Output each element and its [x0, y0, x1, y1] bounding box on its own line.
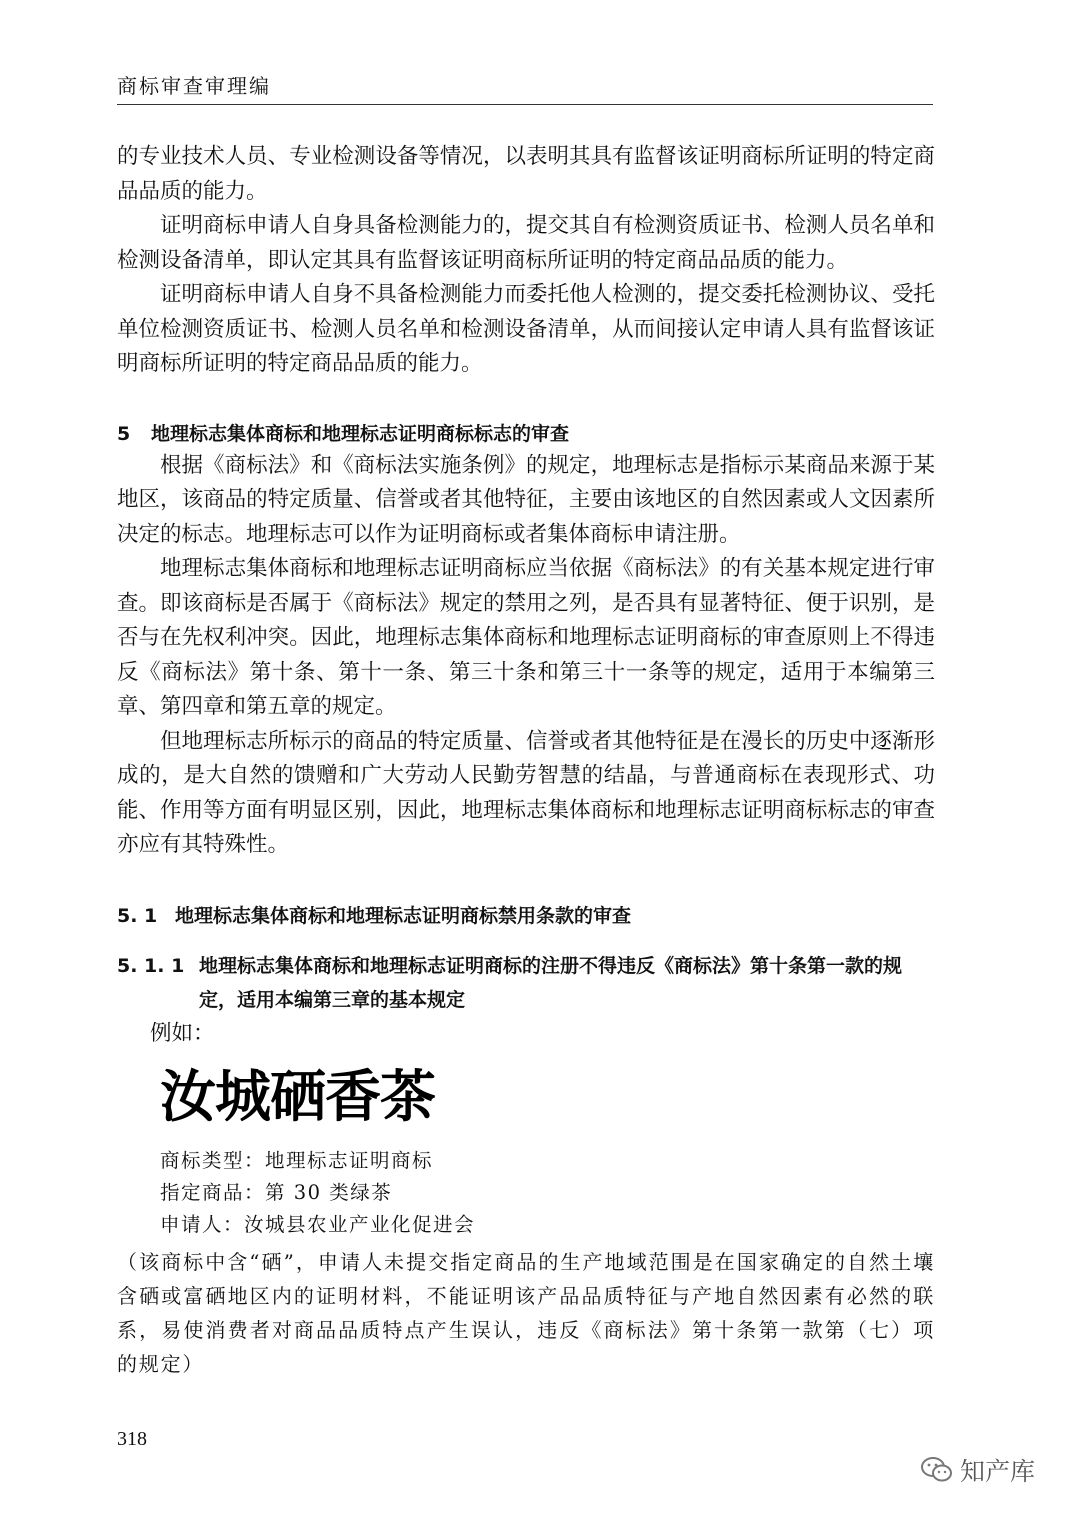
- watermark-text: 知产库: [960, 1457, 1036, 1486]
- paragraph: 但地理标志所标示的商品的特定质量、信誉或者其他特征是在漫长的历史中逐渐形成的，是大自然的馈赠和广大劳动人民勤劳智慧的结晶，与普通商标在表现形式、功能、作用等方面有明显区别，因此，地理标志集体商标和地理标志证明商标标志的审查亦应有其特殊性。: [117, 728, 935, 857]
- section-number: 5: [117, 422, 131, 445]
- wechat-icon: [920, 1456, 954, 1484]
- section-5-1-1-heading: [117, 949, 935, 1017]
- trademark-text: 汝城硒香茶: [160, 1064, 435, 1130]
- paragraph: 证明商标申请人自身具备检测能力的，提交其自有检测资质证书、检测人员名单和检测设备清单，即认定其具有监督该证明商标所证明的特定商品品质的能力。: [117, 213, 935, 273]
- page-content: [117, 140, 935, 1381]
- section-number: 5. 1. 1: [117, 954, 185, 977]
- trademark-type: 商标类型：地理标志证明商标: [160, 1148, 434, 1172]
- section-5-1-heading: [117, 901, 935, 931]
- page-number: 318: [117, 1428, 147, 1450]
- section-number: 5. 1: [117, 904, 158, 927]
- designated-goods: 指定商品：第 30 类绿茶: [160, 1180, 393, 1204]
- paragraph: 根据《商标法》和《商标法实施条例》的规定，地理标志是指标示某商品来源于某地区，该商品的特定质量、信誉或者其他特征，主要由该地区的自然因素或人文因素所决定的标志。地理标志可以作为证明商标或者集体商标申请注册。: [117, 452, 935, 547]
- running-header: 商标审查审理编: [117, 74, 271, 98]
- example-label: 例如：: [150, 1020, 215, 1046]
- section-title: 地理标志集体商标和地理标志证明商标的注册不得违反《商标法》第十条第一款的规定，适用本编第三章的基本规定: [199, 954, 903, 1011]
- section-title: 地理标志集体商标和地理标志证明商标标志的审查: [151, 422, 570, 445]
- header-rule: [117, 104, 933, 105]
- section-5-heading: [117, 419, 935, 449]
- trademark-image: [160, 1063, 458, 1133]
- applicant: 申请人：汝城县农业产业化促进会: [160, 1212, 476, 1236]
- section-title: 地理标志集体商标和地理标志证明商标禁用条款的审查: [175, 904, 632, 927]
- paragraph: 证明商标申请人自身不具备检测能力而委托他人检测的，提交委托检测协议、受托单位检测资质证书、检测人员名单和检测设备清单，从而间接认定申请人具有监督该证明商标所证明的特定商品品质的能力。: [117, 282, 935, 376]
- paragraph: 的专业技术人员、专业检测设备等情况，以表明其具有监督该证明商标所证明的特定商品品质的能力。: [117, 144, 935, 204]
- watermark: [920, 1452, 1035, 1488]
- example-note: （该商标中含“硒”，申请人未提交指定商品的生产地域范围是在国家确定的自然土壤含硒或富硒地区内的证明材料，不能证明该产品品质特征与产地自然因素有必然的联系，易使消费者对商品品质特点产生误认，违反《商标法》第十条第一款第（七）项的规定）: [117, 1249, 935, 1376]
- paragraph: 地理标志集体商标和地理标志证明商标应当依据《商标法》的有关基本规定进行审查。即该商标是否属于《商标法》规定的禁用之列，是否具有显著特征、便于识别，是否与在先权利冲突。因此，地理标志集体商标和地理标志证明商标的审查原则上不得违反《商标法》第十条、第十一条、第三十条和第三十一条等的规定，适用于本编第三章、第四章和第五章的规定。: [117, 556, 935, 719]
